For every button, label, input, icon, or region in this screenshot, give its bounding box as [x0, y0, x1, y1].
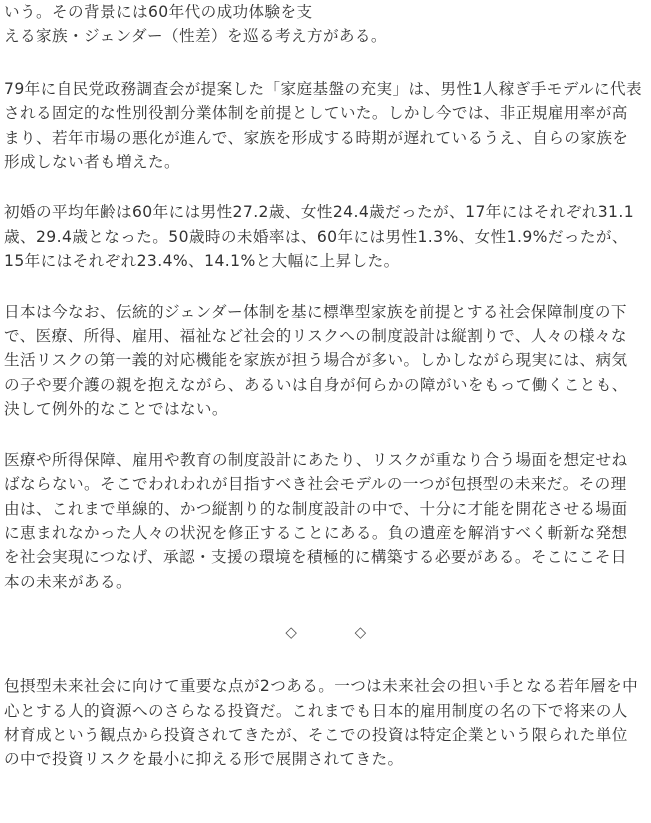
paragraph-2: 79年に自民党政務調査会が提案した「家庭基盤の充実」は、男性1人稼ぎ手モデルに代表 される固定的な性別役割分業体制を前提としていた。しかし今では、非正規雇用率が高 まり、若年市場の悪化が進んで、家族を形成する時期が遅れているうえ、自らの家族を 形成しない者も増えた。: [4, 79, 642, 172]
section-separator: [4, 620, 648, 644]
paragraph-3: 初婚の平均年齢は60年には男性27.2歳、女性24.4歳だったが、17年にはそれぞれ31.1 歳、29.4歳となった。50歳時の未婚率は、60年には男性1.3%、女性1.9%だったが、 15年にはそれぞれ23.4%、14.1%と大幅に上昇した。: [4, 203, 635, 271]
diamond-icon: ◇: [354, 623, 367, 642]
paragraph-6: 包摂型未来社会に向けて重要な点が2つある。一つは未来社会の担い手となる若年層を中 心とする人的資源へのさらなる投資だ。これまでも日本的雇用制度の名の下で将来の人 材育成という観点から投資されてきたが、そこでの投資は特定企業という限られた単位 の中で投資リスクを最小に抑える形で展開されてきた。: [4, 677, 639, 769]
paragraph-5: 医療や所得保障、雇用や教育の制度設計にあたり、リスクが重なり合う場面を想定せね ばならない。そこでわれわれが目指すべき社会モデルの一つが包摂型の未来だ。その理 由は、これまで単線的、かつ縦割り的な制度設計の中で、十分に才能を開花させる場面 に恵まれなかった人々の状況を修正することにある。負の遺産を解消すべく斬新な発想 を社会実現につなげ、承認・支援の環境を積極的に構築する必要がある。そこにこそ日 本の未来がある。: [4, 450, 628, 591]
paragraph-1: いう。その背景には60年代の成功体験を支 える家族・ジェンダー（性差）を巡る考え方がある。: [4, 3, 387, 46]
diamond-icon: ◇: [285, 623, 298, 642]
article-body: [4, 0, 648, 798]
paragraph-4: 日本は今なお、伝統的ジェンダー体制を基に標準型家族を前提とする社会保障制度の下 で、医療、所得、雇用、福祉など社会的リスクへの制度設計は縦割りで、人々の様々な 生活リスクの第一義的対応機能を家族が担う場合が多い。しかしながら現実には、病気 の子や要介護の親を抱えながら、あるいは自身が何らかの障がいをもって働くことも、 決して例外的なことではない。: [4, 302, 628, 419]
